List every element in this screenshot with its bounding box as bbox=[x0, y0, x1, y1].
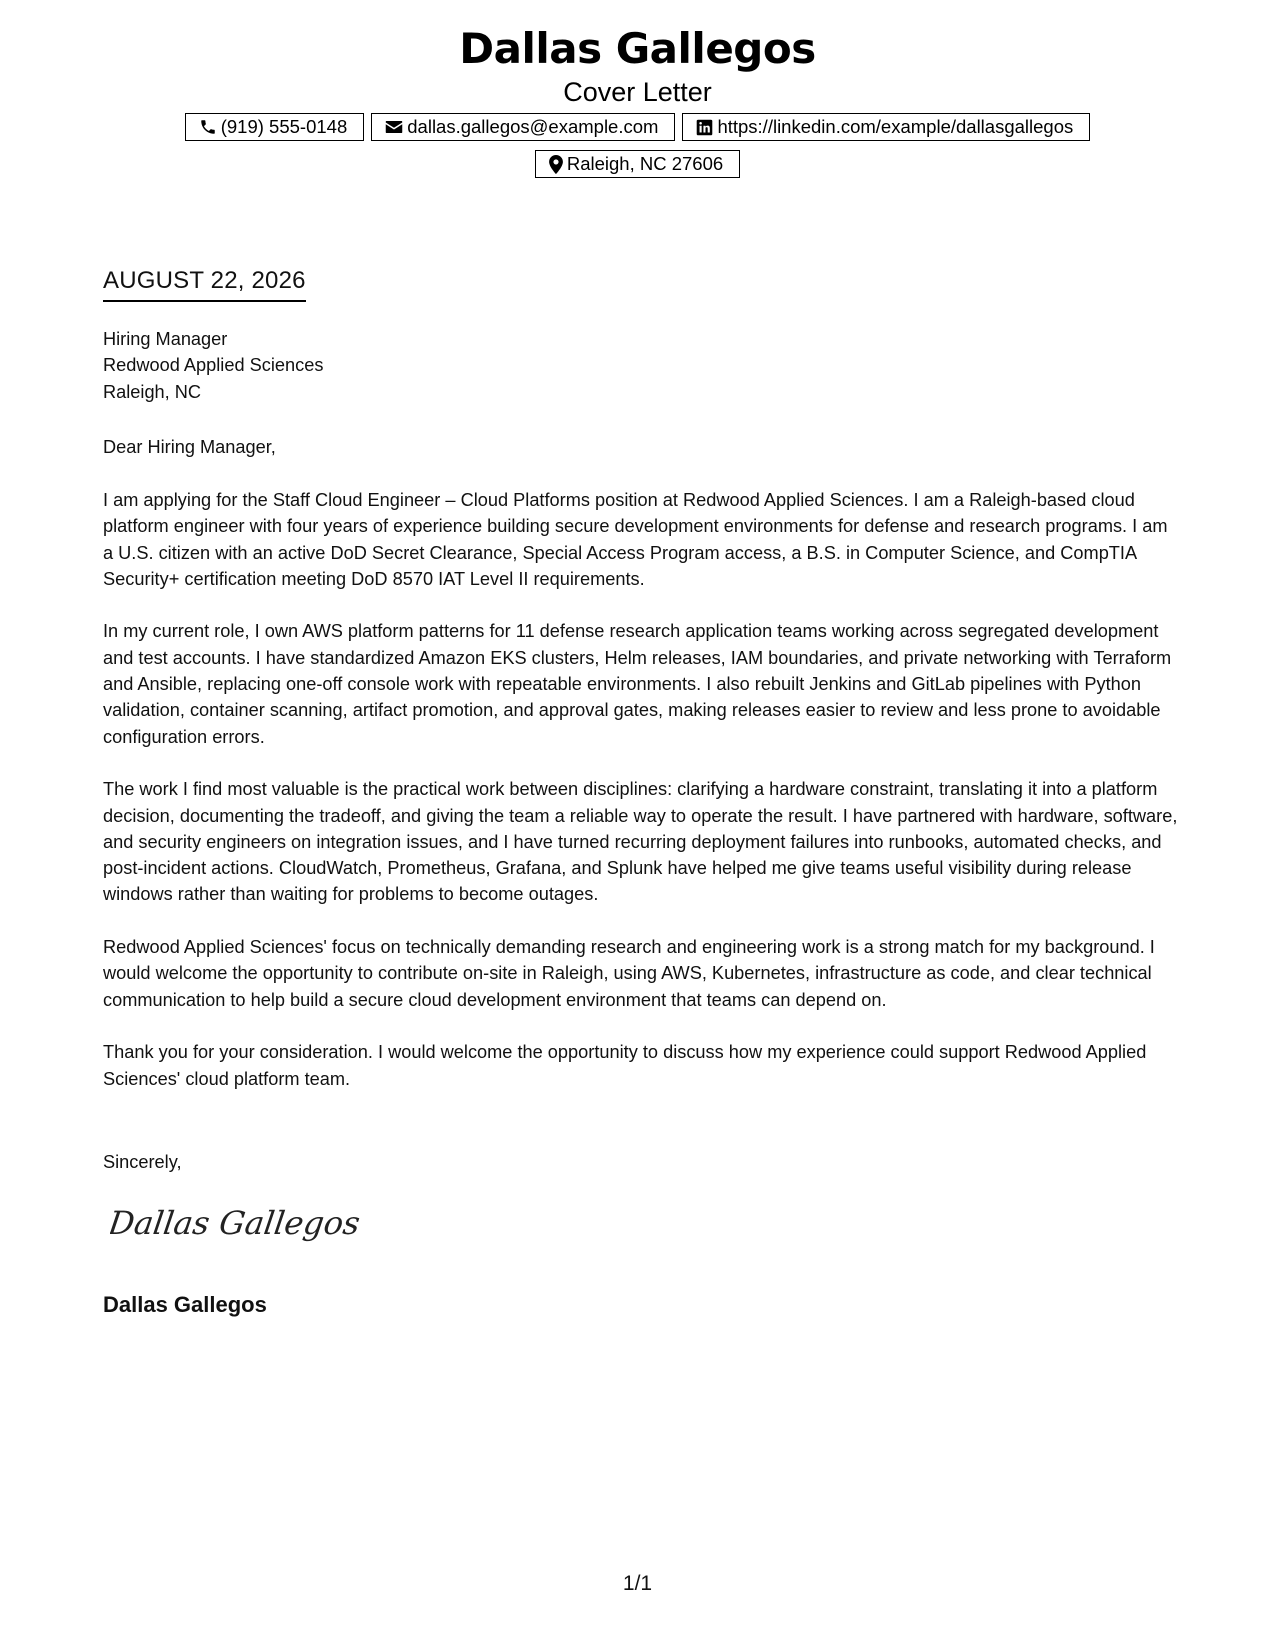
location-text: Raleigh, NC 27606 bbox=[566, 153, 724, 174]
body-paragraph: In my current role, I own AWS platform patterns for 11 defense research application teams working across segregated development and test accounts. I have standardized Amazon EKS clusters, Helm releases, IAM boundaries, and private networking with Terraform and Ansible, replacing one-off console work with repeatable environments. I also rebuilt Jenkins and GitLab pipelines with Python validation, container scanning, artifact promotion, and approval gates, making releases easier to review and less prone to avoidable configuration errors. bbox=[103, 621, 1172, 747]
letter-body bbox=[103, 487, 1178, 1118]
typed-name: Dallas Gallegos bbox=[103, 1292, 267, 1317]
page-number: 1/1 bbox=[622, 1572, 653, 1595]
document-subtitle: Cover Letter bbox=[563, 77, 712, 107]
letter-header bbox=[0, 22, 1275, 108]
body-paragraph: The work I find most valuable is the practical work between disciplines: clarifying a hardware constraint, translating it into a platform decision, documenting the tradeoff, and giving the team a reliable way to operate the result. I have partnered with hardware, software, and security engineers on integration issues, and I have turned recurring deployment failures into runbooks, automated checks, and post-incident actions. CloudWatch, Prometheus, Grafana, and Splunk have helped me give teams useful visibility during release windows rather than waiting for problems to become outages. bbox=[103, 779, 1178, 905]
body-paragraph: I am applying for the Staff Cloud Engineer – Cloud Platforms position at Redwood Applied Sciences. I am a Raleigh-based cloud platform engineer with four years of experience building secure development environments for defense and research programs. I am a U.S. citizen with an active DoD Secret Clearance, Special Access Program access, a B.S. in Computer Science, and CompTIA Security+ certification meeting DoD 8570 IAT Level II requirements. bbox=[103, 490, 1168, 589]
phone-icon bbox=[199, 118, 217, 136]
contact-row-location bbox=[0, 150, 1275, 178]
body-paragraph: Thank you for your consideration. I would welcome the opportunity to discuss how my experience could support Redwood Applied Sciences' cloud platform team. bbox=[103, 1042, 1147, 1089]
recipient-line: Hiring Manager bbox=[103, 329, 228, 349]
closing: Sincerely, bbox=[103, 1152, 182, 1172]
email-text: dallas.gallegos@example.com bbox=[407, 116, 659, 137]
handwritten-signature bbox=[110, 1200, 360, 1255]
linkedin-text: https://linkedin.com/example/dallasgallegos bbox=[717, 116, 1074, 137]
contact-row bbox=[0, 113, 1275, 141]
envelope-icon bbox=[385, 119, 403, 135]
phone-text: (919) 555-0148 bbox=[220, 116, 348, 137]
applicant-name: Dallas Gallegos bbox=[459, 24, 816, 73]
map-marker-icon bbox=[549, 155, 563, 174]
linkedin-icon bbox=[696, 119, 713, 136]
linkedin-chip[interactable] bbox=[682, 113, 1090, 141]
body-paragraph: Redwood Applied Sciences' focus on technically demanding research and engineering work is a strong match for my background. I would welcome the opportunity to contribute on-site in Raleigh, using AWS, Kubernetes, infrastructure as code, and clear technical communication to help build a secure cloud development environment that teams can depend on. bbox=[103, 937, 1155, 1010]
location-chip[interactable] bbox=[535, 150, 740, 178]
recipient-block bbox=[103, 326, 1178, 405]
letter-date: AUGUST 22, 2026 bbox=[103, 266, 306, 302]
email-chip[interactable] bbox=[371, 113, 675, 141]
recipient-line: Redwood Applied Sciences bbox=[103, 355, 324, 376]
svg-text:Dallas Gallegos: Dallas Gallegos bbox=[110, 1204, 360, 1242]
phone-chip[interactable] bbox=[185, 113, 365, 141]
recipient-line: Raleigh, NC bbox=[103, 381, 202, 402]
salutation: Dear Hiring Manager, bbox=[103, 437, 276, 457]
